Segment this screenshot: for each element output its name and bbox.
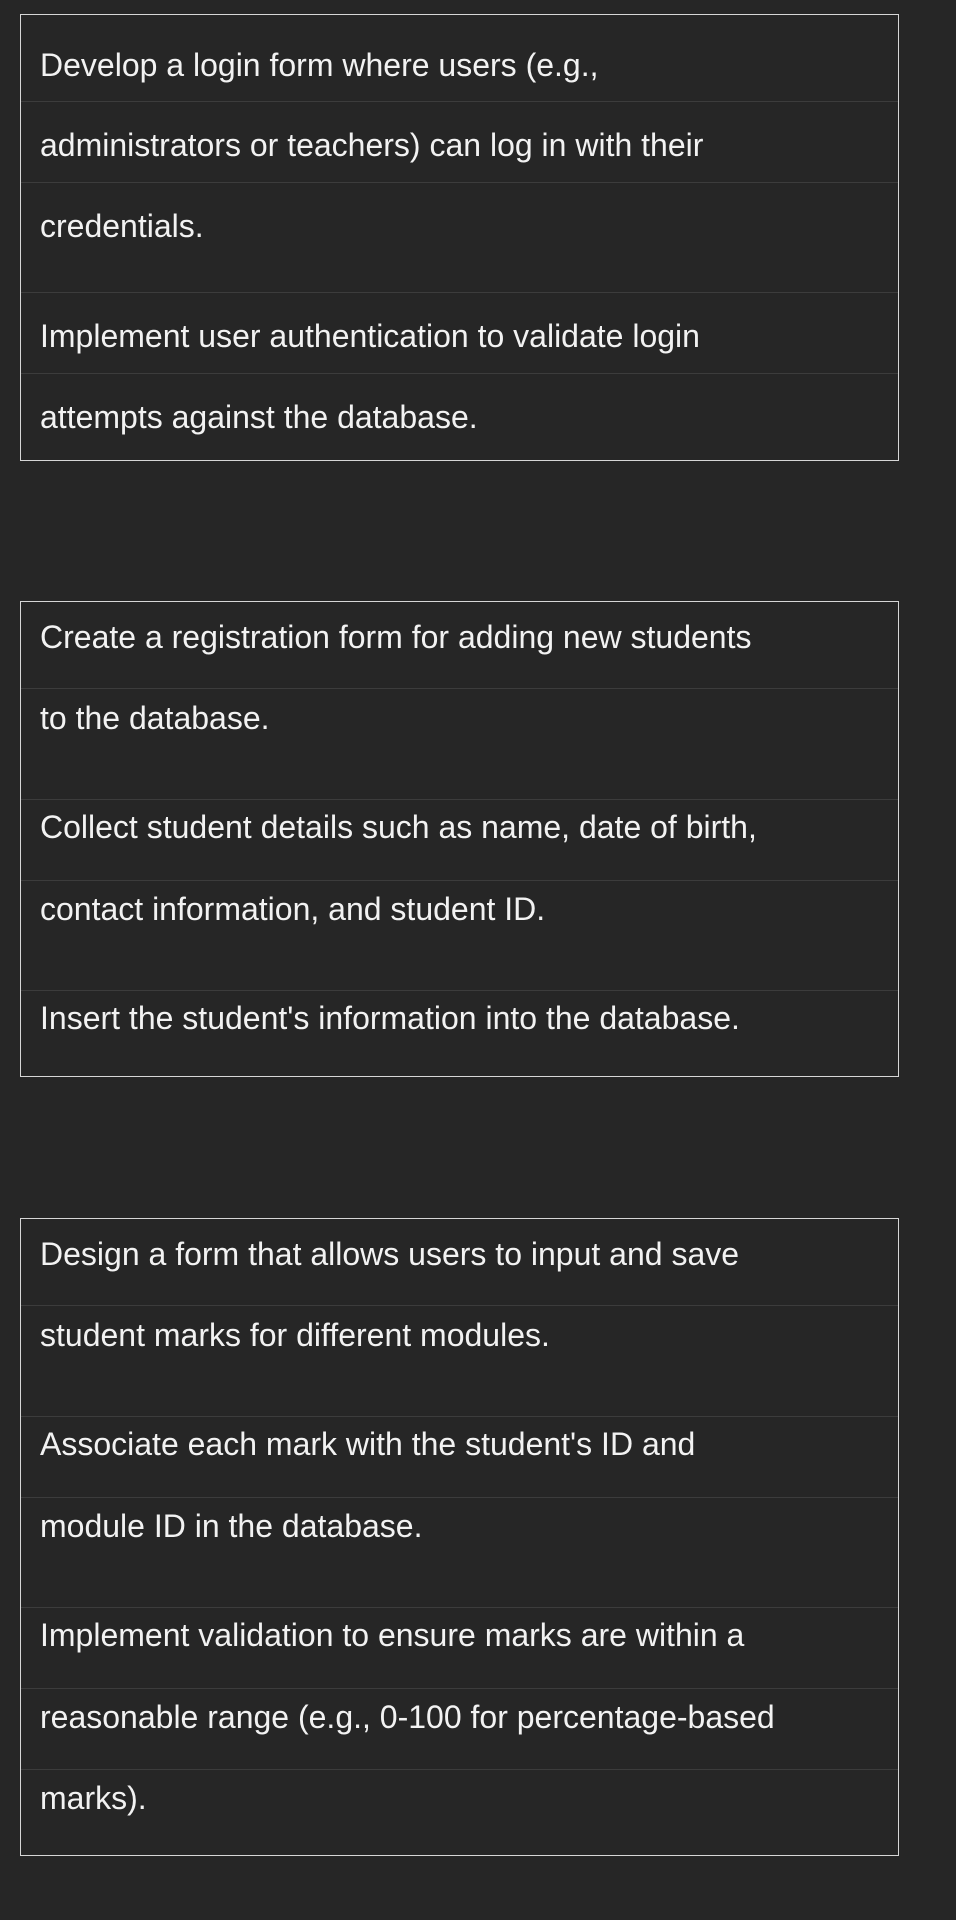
- section-text-line: credentials.: [40, 208, 204, 244]
- section-text-line: Associate each mark with the student's ID and: [40, 1426, 696, 1462]
- section-text-line: Develop a login form where users (e.g.,: [40, 47, 599, 83]
- section-text-line: contact information, and student ID.: [40, 891, 546, 927]
- section-text-line: Implement validation to ensure marks are within a: [40, 1617, 745, 1653]
- section-text-line: Insert the student's information into the database.: [40, 1000, 740, 1036]
- section-text-line: module ID in the database.: [40, 1508, 423, 1544]
- section-text-line: student marks for different modules.: [40, 1317, 550, 1353]
- login-section: [20, 14, 899, 461]
- section-text-line: marks).: [40, 1780, 147, 1816]
- row-divider: [21, 373, 898, 374]
- section-text-line: Design a form that allows users to input and save: [40, 1236, 740, 1272]
- section-text-line: Create a registration form for adding new students: [40, 619, 752, 655]
- section-text-line: to the database.: [40, 700, 270, 736]
- row-divider: [21, 101, 898, 102]
- row-divider: [21, 182, 898, 183]
- section-text-line: Collect student details such as name, date of birth,: [40, 809, 757, 845]
- section-text-line: administrators or teachers) can log in with their: [40, 127, 704, 163]
- section-text-line: reasonable range (e.g., 0-100 for percentage-based: [40, 1699, 775, 1735]
- section-text-line: attempts against the database.: [40, 399, 478, 435]
- section-text-line: Implement user authentication to validate login: [40, 318, 700, 354]
- registration-section: [20, 601, 899, 1077]
- marks-section: [20, 1218, 899, 1856]
- row-divider: [21, 292, 898, 293]
